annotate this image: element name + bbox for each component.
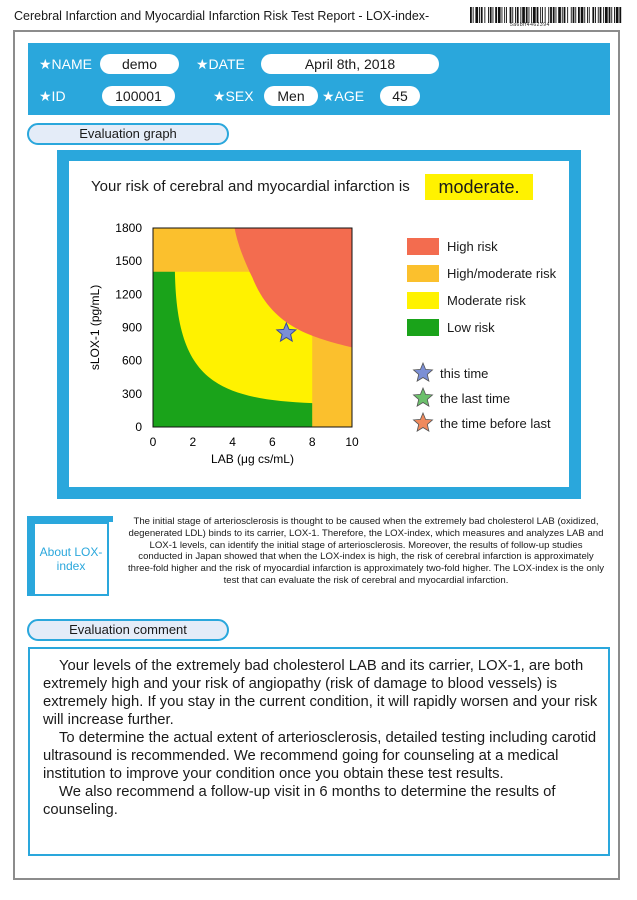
date-value: April 8th, 2018 [261, 54, 439, 74]
barcode-bar [553, 7, 555, 23]
barcode-bar [537, 7, 539, 23]
evaluation-comment-header: Evaluation comment [27, 619, 229, 641]
evaluation-comment-text [43, 657, 599, 819]
barcode-bar [616, 7, 619, 23]
barcode-bar [493, 7, 494, 23]
legend-marker-label: the time before last [440, 416, 551, 431]
star-icon [412, 412, 434, 434]
barcode-bar [571, 7, 572, 23]
x-tick-label: 2 [189, 435, 197, 449]
patient-info-bar [28, 43, 610, 115]
barcode-bar [598, 7, 599, 23]
comment-paragraph: We also recommend a follow-up visit in 6 months to determine the results of counseling. [43, 784, 556, 818]
barcode-bar [475, 7, 478, 23]
evaluation-graph-box [57, 150, 581, 499]
star-icon [412, 362, 434, 384]
legend-label: High risk [447, 239, 498, 254]
id-label: ★ID [39, 88, 66, 104]
barcode-bar [558, 7, 561, 23]
about-description: The initial stage of arteriosclerosis is thought to be caused when the extremely bad cholesterol LAB (oxidized, degenerated LDL) binds to its carrier, LOX-1. Therefore, the LOX-index, which measures and analyzes LAB and LOX-1 levels, can identify the initial stage of arteriosclerosis. Moreover, the results of follow-up studies conducted in Japan showed that when the LOX-index is high, the risk of cerebral infarction is approximately three-fold higher and the risk of myocardial infarction is approximately two-fold higher. The LOX-index is the only test that can evaluate the risk of cerebral and myocardial infarction. [127, 516, 605, 586]
barcode-bar [592, 7, 594, 23]
y-tick-label: 600 [121, 353, 142, 368]
date-label: ★DATE [196, 56, 245, 72]
x-tick-label: 10 [345, 435, 359, 449]
legend-label: Low risk [447, 320, 495, 335]
barcode-bar [531, 7, 532, 23]
barcode-bar [470, 7, 472, 23]
x-tick-label: 8 [308, 435, 316, 449]
evaluation-graph-header: Evaluation graph [27, 123, 229, 145]
legend-marker-label: this time [440, 366, 489, 381]
barcode-bar [481, 7, 483, 23]
x-axis-label: LAB (μg cs/mL) [211, 452, 294, 466]
x-tick-label: 6 [269, 435, 276, 449]
barcode-bar [575, 7, 576, 23]
legend-swatch [407, 292, 439, 309]
barcode-bar [573, 7, 575, 23]
barcode-bar [614, 7, 615, 23]
risk-chart [69, 213, 389, 473]
barcode-bar [562, 7, 563, 23]
barcode-bar [589, 7, 590, 23]
barcode-bar [542, 7, 543, 23]
comment-paragraph: Your levels of the extremely bad cholesterol LAB and its carrier, LOX-1, are both extremely high and your risk of angiopathy (risk of damage to blood vessels) is extremely high. If you stay in the current condition, it will rapidly worsen and your risk will increase further. [43, 658, 598, 728]
legend-swatch [407, 319, 439, 336]
barcode-bar [564, 7, 566, 23]
barcode-bar [522, 7, 525, 23]
barcode-bar [473, 7, 474, 23]
about-lox-index-box [33, 522, 109, 596]
barcode-bar [611, 7, 612, 23]
barcode-bar [495, 7, 497, 23]
barcode-bar [595, 7, 596, 23]
barcode-bar [619, 7, 621, 23]
barcode-number: 5a6bff4462394 [510, 22, 550, 28]
barcode-bar [556, 7, 557, 23]
name-value: demo [100, 54, 179, 74]
barcode-bar [567, 7, 568, 23]
name-label: ★NAME [39, 56, 92, 72]
barcode-bar [540, 7, 541, 23]
y-tick-label: 300 [121, 386, 142, 401]
barcode-bar [515, 7, 516, 23]
evaluation-comment-box [28, 647, 610, 856]
x-tick-label: 4 [229, 435, 236, 449]
barcode-bar [600, 7, 602, 23]
barcode-bar [603, 7, 604, 23]
legend-label: Moderate risk [447, 293, 526, 308]
barcode-bar [578, 7, 580, 23]
barcode-bar [609, 7, 611, 23]
barcode-bar [510, 7, 512, 23]
barcode-bar [504, 7, 505, 23]
about-label: About LOX-index [39, 545, 103, 573]
barcode-bar [506, 7, 507, 23]
barcode-bar [581, 7, 584, 23]
barcode-bar [498, 7, 501, 23]
evaluation-graph-panel [69, 161, 569, 487]
risk-level-badge: moderate. [425, 174, 533, 200]
barcode-bar [545, 7, 546, 23]
barcode-bar [488, 7, 489, 23]
star-icon [412, 387, 434, 409]
age-label: ★AGE [322, 88, 365, 104]
sex-label: ★SEX [213, 88, 254, 104]
report-title: Cerebral Infarction and Myocardial Infarction Risk Test Report - LOX-index- [14, 9, 430, 23]
y-tick-label: 1800 [115, 221, 142, 235]
barcode-bar [533, 7, 536, 23]
legend-swatch [407, 238, 439, 255]
risk-sentence: Your risk of cerebral and myocardial infarction is [91, 178, 410, 195]
barcode-bar [550, 7, 552, 23]
legend-label: High/moderate risk [447, 266, 557, 281]
barcode-bar [529, 7, 530, 23]
id-value: 100001 [102, 86, 175, 106]
comment-paragraph: To determine the actual extent of arteriosclerosis, detailed testing including carotid ultrasound is recommended. We recommend going for counseling at a medical institution to improve your condition once you obtain these test results. [43, 730, 597, 782]
y-tick-label: 1200 [115, 287, 142, 302]
barcode-bar [587, 7, 588, 23]
barcode-bar [584, 7, 585, 23]
barcode-bar [479, 7, 480, 23]
age-value: 45 [380, 86, 420, 106]
barcode-bar [548, 7, 549, 23]
y-tick-label: 900 [121, 320, 142, 335]
barcode-bar [517, 7, 519, 23]
barcode-bar [520, 7, 521, 23]
barcode-bar [490, 7, 492, 23]
legend-marker-label: the last time [440, 391, 511, 406]
x-tick-label: 0 [149, 435, 157, 449]
y-tick-label: 1500 [115, 254, 142, 269]
barcode-bar [502, 7, 503, 23]
barcode-bar [526, 7, 528, 23]
barcode-bar [512, 7, 513, 23]
y-tick-label: 0 [135, 420, 142, 434]
barcode-bar [605, 7, 608, 23]
barcode-bar [484, 7, 485, 23]
sex-value: Men [264, 86, 318, 106]
legend-swatch [407, 265, 439, 282]
y-axis-label: sLOX-1 (pg/mL) [88, 284, 102, 371]
